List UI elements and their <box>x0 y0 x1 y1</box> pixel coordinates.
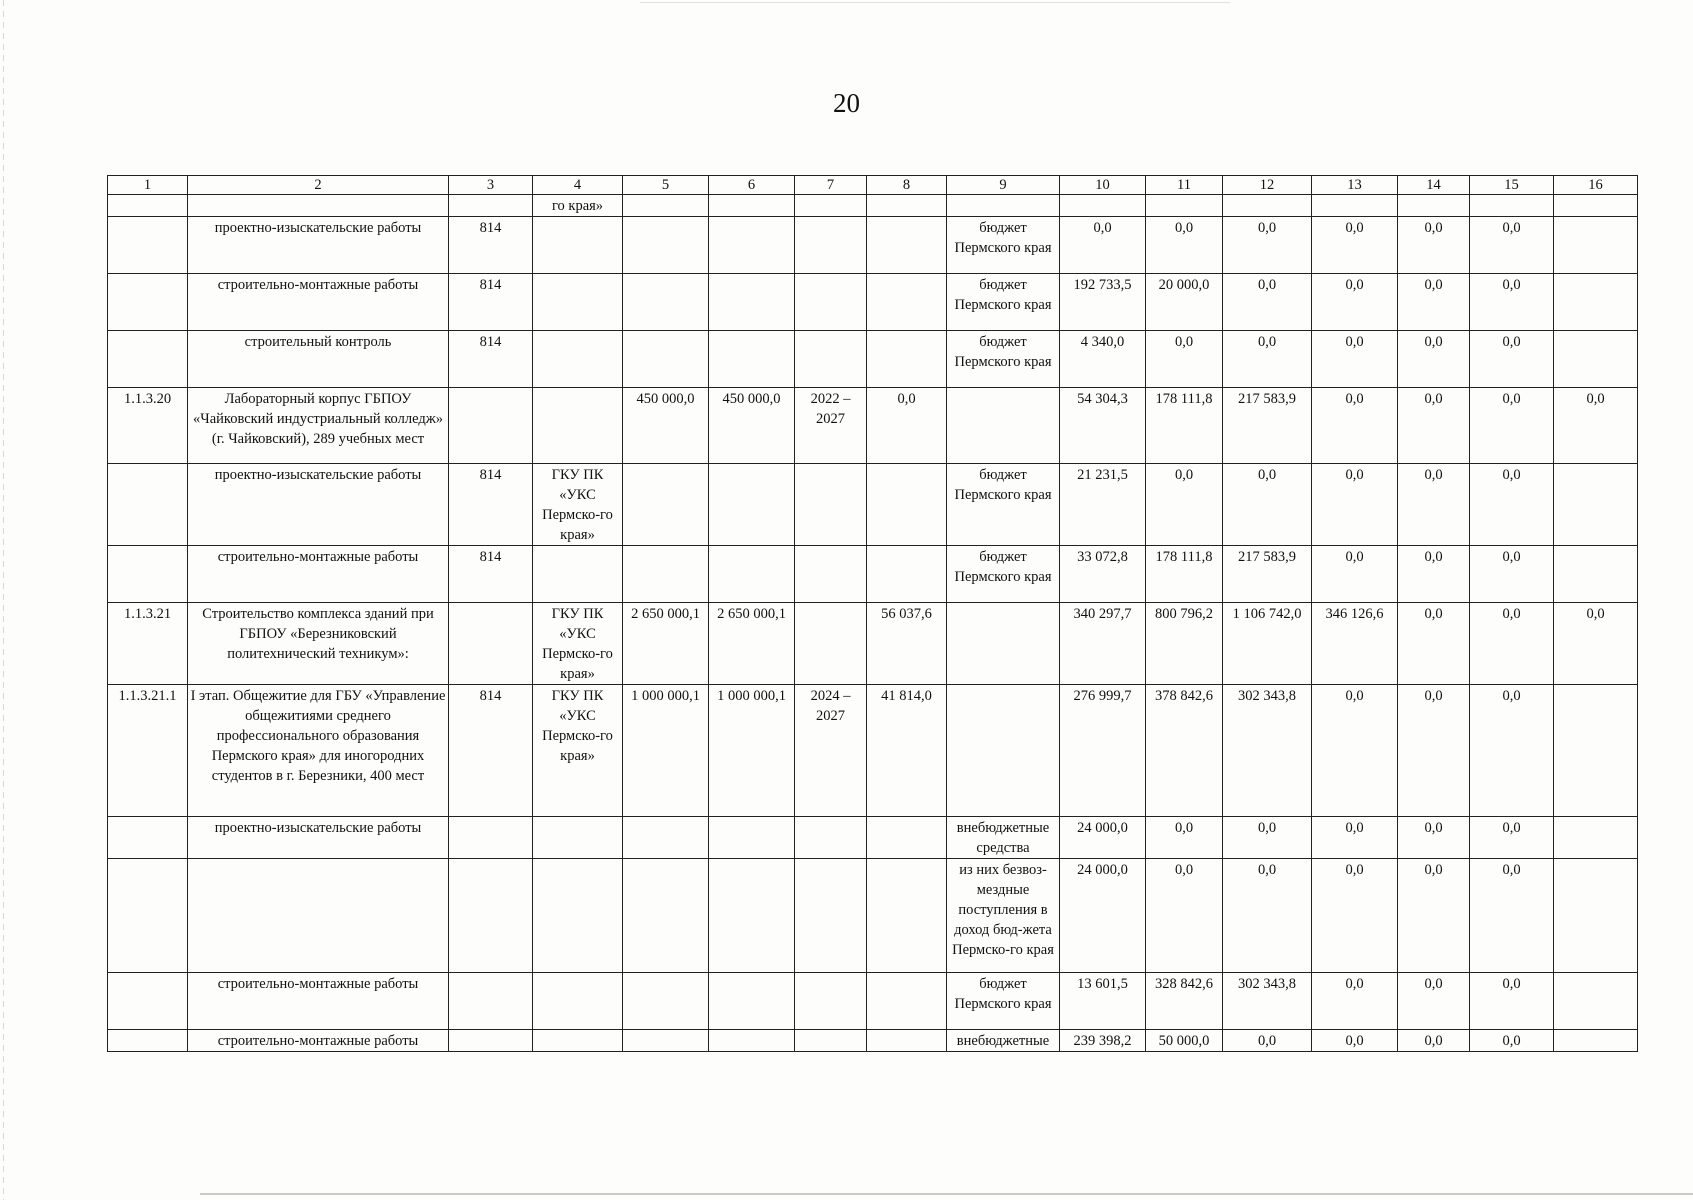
table-row <box>108 464 1638 546</box>
table-cell <box>795 973 867 1030</box>
table-cell: 0,0 <box>1470 685 1554 817</box>
table-cell <box>623 546 709 603</box>
table-cell: 800 796,2 <box>1146 603 1223 685</box>
table-cell <box>449 973 533 1030</box>
table-cell: 2 650 000,1 <box>623 603 709 685</box>
table-cell <box>795 546 867 603</box>
table-cell: 0,0 <box>1470 274 1554 331</box>
table-cell: 0,0 <box>1398 464 1470 546</box>
table-cell <box>188 859 449 973</box>
column-number: 4 <box>533 176 623 195</box>
table-cell <box>709 1030 795 1052</box>
table-cell <box>709 331 795 388</box>
table-cell: 814 <box>449 331 533 388</box>
table-cell: 13 601,5 <box>1060 973 1146 1030</box>
table-cell: 814 <box>449 464 533 546</box>
table-row <box>108 859 1638 973</box>
table-cell: 0,0 <box>1146 464 1223 546</box>
table-cell: 0,0 <box>1470 331 1554 388</box>
table-cell: 239 398,2 <box>1060 1030 1146 1052</box>
table-cell <box>867 195 947 217</box>
table-cell: 0,0 <box>1398 546 1470 603</box>
table-cell <box>1554 817 1638 859</box>
table-cell <box>623 464 709 546</box>
table-row <box>108 1030 1638 1052</box>
table-cell: 192 733,5 <box>1060 274 1146 331</box>
scan-edge-bottom <box>200 1193 1693 1195</box>
table-cell: 0,0 <box>1223 464 1312 546</box>
table-cell: 0,0 <box>1312 217 1398 274</box>
table-row <box>108 331 1638 388</box>
column-number: 2 <box>188 176 449 195</box>
table-cell: 340 297,7 <box>1060 603 1146 685</box>
table-cell: 0,0 <box>1223 817 1312 859</box>
column-number: 13 <box>1312 176 1398 195</box>
table-cell: 0,0 <box>1398 331 1470 388</box>
table-cell: внебюджетные средства <box>947 817 1060 859</box>
table-cell <box>947 195 1060 217</box>
table-cell: 302 343,8 <box>1223 973 1312 1030</box>
table-cell: Лабораторный корпус ГБПОУ «Чайковский индустриальный колледж» (г. Чайковский), 289 учебных мест <box>188 388 449 464</box>
table-cell: строительный контроль <box>188 331 449 388</box>
table-cell: проектно-изыскательские работы <box>188 817 449 859</box>
table-cell <box>867 859 947 973</box>
column-number: 6 <box>709 176 795 195</box>
table-cell <box>795 274 867 331</box>
table-cell: строительно-монтажные работы <box>188 274 449 331</box>
table-cell: 0,0 <box>1470 859 1554 973</box>
table-cell <box>795 195 867 217</box>
table-cell <box>1554 464 1638 546</box>
table-cell <box>623 973 709 1030</box>
table-cell <box>1060 195 1146 217</box>
table-cell <box>947 388 1060 464</box>
table-cell: 2 650 000,1 <box>709 603 795 685</box>
table-cell <box>623 859 709 973</box>
table-cell: 0,0 <box>1312 817 1398 859</box>
table-cell <box>1554 973 1638 1030</box>
table-cell <box>108 1030 188 1052</box>
table-cell: 0,0 <box>867 388 947 464</box>
table-cell: 217 583,9 <box>1223 388 1312 464</box>
table-cell <box>947 603 1060 685</box>
table-cell: 4 340,0 <box>1060 331 1146 388</box>
table-cell: 0,0 <box>1312 388 1398 464</box>
table-cell <box>1146 195 1223 217</box>
table-cell: 178 111,8 <box>1146 388 1223 464</box>
table-cell <box>867 817 947 859</box>
table-cell <box>108 973 188 1030</box>
table-cell <box>449 195 533 217</box>
table-cell: 0,0 <box>1470 217 1554 274</box>
table-cell: строительно-монтажные работы <box>188 1030 449 1052</box>
table-cell: внебюджетные <box>947 1030 1060 1052</box>
table-cell <box>623 274 709 331</box>
table-row <box>108 217 1638 274</box>
column-number: 9 <box>947 176 1060 195</box>
table-cell <box>795 603 867 685</box>
column-number: 14 <box>1398 176 1470 195</box>
table-cell: ГКУ ПК «УКС Пермско-го края» <box>533 685 623 817</box>
table-cell: бюджет Пермского края <box>947 973 1060 1030</box>
table-cell <box>795 817 867 859</box>
table-cell <box>108 331 188 388</box>
table-cell: 0,0 <box>1146 217 1223 274</box>
table-cell <box>709 464 795 546</box>
table-cell <box>709 274 795 331</box>
table-cell: 1 000 000,1 <box>709 685 795 817</box>
table-cell: проектно-изыскательские работы <box>188 464 449 546</box>
table-cell: 450 000,0 <box>709 388 795 464</box>
table-cell <box>623 1030 709 1052</box>
table-cell: 302 343,8 <box>1223 685 1312 817</box>
table-cell <box>709 859 795 973</box>
table-cell <box>449 603 533 685</box>
column-number: 12 <box>1223 176 1312 195</box>
table-cell <box>795 859 867 973</box>
table-cell: 1 000 000,1 <box>623 685 709 817</box>
table-cell <box>533 274 623 331</box>
table-cell <box>1398 195 1470 217</box>
table-cell: 0,0 <box>1398 1030 1470 1052</box>
table-cell: 0,0 <box>1470 973 1554 1030</box>
table-cell <box>108 274 188 331</box>
table-cell <box>795 1030 867 1052</box>
table-cell: строительно-монтажные работы <box>188 546 449 603</box>
table-cell: 0,0 <box>1398 973 1470 1030</box>
table-cell: 0,0 <box>1398 274 1470 331</box>
table-cell: 0,0 <box>1146 331 1223 388</box>
table-cell: 378 842,6 <box>1146 685 1223 817</box>
table-cell: 0,0 <box>1398 685 1470 817</box>
table-cell: 56 037,6 <box>867 603 947 685</box>
table-cell: 0,0 <box>1223 859 1312 973</box>
table-cell: Строительство комплекса зданий при ГБПОУ «Березниковский политехнический техникум»: <box>188 603 449 685</box>
table-cell <box>1223 195 1312 217</box>
table-row <box>108 546 1638 603</box>
table-cell: 0,0 <box>1146 859 1223 973</box>
table-cell: 0,0 <box>1312 546 1398 603</box>
table-cell <box>1554 859 1638 973</box>
table-cell: 1 106 742,0 <box>1223 603 1312 685</box>
table-cell <box>533 859 623 973</box>
table-cell: 0,0 <box>1470 464 1554 546</box>
column-number: 5 <box>623 176 709 195</box>
table-cell: 814 <box>449 546 533 603</box>
table-cell <box>108 817 188 859</box>
table-cell <box>1554 546 1638 603</box>
table-cell: 0,0 <box>1470 546 1554 603</box>
column-number: 11 <box>1146 176 1223 195</box>
table-cell <box>1312 195 1398 217</box>
scan-edge-top <box>640 2 1230 3</box>
table-cell: 0,0 <box>1223 1030 1312 1052</box>
table-cell <box>709 973 795 1030</box>
table-cell: 24 000,0 <box>1060 817 1146 859</box>
table-cell <box>449 1030 533 1052</box>
table-cell: 0,0 <box>1470 817 1554 859</box>
table-cell: I этап. Общежитие для ГБУ «Управление общежитиями среднего профессионального образования Пермского края» для иногородних студентов в г. Березники, 400 мест <box>188 685 449 817</box>
column-number: 16 <box>1554 176 1638 195</box>
column-number: 15 <box>1470 176 1554 195</box>
column-number: 3 <box>449 176 533 195</box>
table-cell: 0,0 <box>1223 331 1312 388</box>
table-cell: 1.1.3.21.1 <box>108 685 188 817</box>
scan-edge-left <box>3 0 4 1200</box>
table-cell <box>449 817 533 859</box>
table-cell <box>867 546 947 603</box>
table-cell <box>1554 1030 1638 1052</box>
table-cell <box>709 817 795 859</box>
column-number: 10 <box>1060 176 1146 195</box>
table-row <box>108 603 1638 685</box>
table-row <box>108 388 1638 464</box>
column-number: 1 <box>108 176 188 195</box>
budget-table <box>107 175 1638 1052</box>
table-cell: 2022 – 2027 <box>795 388 867 464</box>
table-cell <box>623 817 709 859</box>
table-cell: 21 231,5 <box>1060 464 1146 546</box>
table-cell <box>867 1030 947 1052</box>
table-cell <box>1554 685 1638 817</box>
table-cell <box>108 217 188 274</box>
table-cell: 450 000,0 <box>623 388 709 464</box>
table-cell: 0,0 <box>1398 217 1470 274</box>
table-cell <box>867 331 947 388</box>
table-cell: 20 000,0 <box>1146 274 1223 331</box>
column-number-row <box>108 176 1638 195</box>
table-cell <box>1554 195 1638 217</box>
table-cell: 328 842,6 <box>1146 973 1223 1030</box>
table-cell <box>795 217 867 274</box>
table-cell: 178 111,8 <box>1146 546 1223 603</box>
table-cell <box>867 274 947 331</box>
table-cell <box>709 195 795 217</box>
table-cell: 1.1.3.21 <box>108 603 188 685</box>
table-cell: из них безвоз-мездные поступления в доход бюд-жета Пермско-го края <box>947 859 1060 973</box>
table-cell <box>533 1030 623 1052</box>
table-cell <box>533 217 623 274</box>
table-cell <box>867 464 947 546</box>
table-cell: 0,0 <box>1470 388 1554 464</box>
table-cell: 346 126,6 <box>1312 603 1398 685</box>
table-cell: 0,0 <box>1312 331 1398 388</box>
table-cell <box>795 331 867 388</box>
table-cell <box>867 217 947 274</box>
table-cell: 0,0 <box>1554 603 1638 685</box>
table-row <box>108 195 1638 217</box>
table-cell <box>533 388 623 464</box>
table-cell: 0,0 <box>1398 388 1470 464</box>
table-cell: 0,0 <box>1312 973 1398 1030</box>
table-cell: бюджет Пермского края <box>947 546 1060 603</box>
table-row <box>108 817 1638 859</box>
table-cell: 0,0 <box>1312 274 1398 331</box>
table-cell: ГКУ ПК «УКС Пермско-го края» <box>533 603 623 685</box>
table-cell <box>795 464 867 546</box>
table-cell <box>709 546 795 603</box>
table-cell: 0,0 <box>1223 217 1312 274</box>
table-cell: 276 999,7 <box>1060 685 1146 817</box>
table-cell: бюджет Пермского края <box>947 464 1060 546</box>
table-cell <box>533 973 623 1030</box>
table-cell: 0,0 <box>1398 859 1470 973</box>
table-cell: строительно-монтажные работы <box>188 973 449 1030</box>
table-cell: ГКУ ПК «УКС Пермско-го края» <box>533 464 623 546</box>
table-cell: 33 072,8 <box>1060 546 1146 603</box>
table-cell: 41 814,0 <box>867 685 947 817</box>
column-number: 7 <box>795 176 867 195</box>
table-cell: 0,0 <box>1470 603 1554 685</box>
table-cell <box>1554 331 1638 388</box>
table-cell <box>108 546 188 603</box>
table-cell: проектно-изыскательские работы <box>188 217 449 274</box>
table-cell: 0,0 <box>1312 1030 1398 1052</box>
table-cell <box>623 195 709 217</box>
table-cell: 24 000,0 <box>1060 859 1146 973</box>
table-cell: го края» <box>533 195 623 217</box>
table-cell <box>533 331 623 388</box>
table-cell <box>108 195 188 217</box>
table-cell: бюджет Пермского края <box>947 274 1060 331</box>
table-body <box>108 176 1638 1052</box>
table-cell <box>1470 195 1554 217</box>
table-cell <box>449 388 533 464</box>
table-cell <box>709 217 795 274</box>
table-cell: 2024 – 2027 <box>795 685 867 817</box>
table-cell: 814 <box>449 685 533 817</box>
table-row <box>108 685 1638 817</box>
table-cell: 0,0 <box>1312 464 1398 546</box>
table-cell: бюджет Пермского края <box>947 217 1060 274</box>
table-cell: 0,0 <box>1312 859 1398 973</box>
table-cell: 0,0 <box>1398 817 1470 859</box>
table-cell: 814 <box>449 274 533 331</box>
table-cell: 217 583,9 <box>1223 546 1312 603</box>
table-cell: 50 000,0 <box>1146 1030 1223 1052</box>
table-cell: 814 <box>449 217 533 274</box>
table-cell: 0,0 <box>1312 685 1398 817</box>
table-cell <box>1554 217 1638 274</box>
page-number: 20 <box>833 88 860 118</box>
table-cell <box>108 859 188 973</box>
table-cell <box>623 331 709 388</box>
table-cell <box>533 546 623 603</box>
table-cell: бюджет Пермского края <box>947 331 1060 388</box>
table-cell <box>449 859 533 973</box>
table-cell: 0,0 <box>1470 1030 1554 1052</box>
table-cell <box>947 685 1060 817</box>
table-cell <box>188 195 449 217</box>
column-number: 8 <box>867 176 947 195</box>
table-cell: 0,0 <box>1223 274 1312 331</box>
table-cell: 0,0 <box>1146 817 1223 859</box>
table-row <box>108 973 1638 1030</box>
table-cell: 1.1.3.20 <box>108 388 188 464</box>
table-cell <box>1554 274 1638 331</box>
table-cell: 54 304,3 <box>1060 388 1146 464</box>
table-cell <box>108 464 188 546</box>
table-cell <box>623 217 709 274</box>
table-row <box>108 274 1638 331</box>
table-cell: 0,0 <box>1398 603 1470 685</box>
table-cell <box>867 973 947 1030</box>
table-cell: 0,0 <box>1554 388 1638 464</box>
table-cell <box>533 817 623 859</box>
table-cell: 0,0 <box>1060 217 1146 274</box>
